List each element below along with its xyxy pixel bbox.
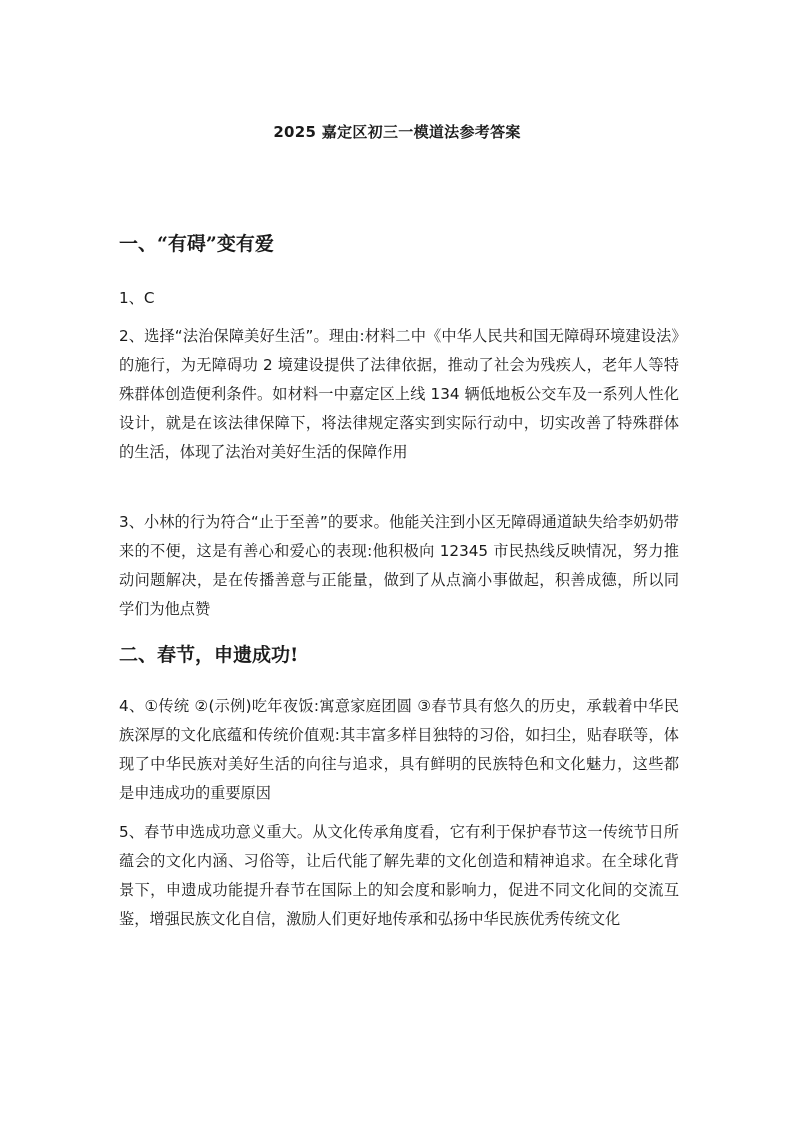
answer-2: 2、选择“法治保障美好生活”。理由:材料二中《中华人民共和国无障碍环境建设法》的施行，为无障碍功 2 境建设提供了法律依据，推动了社会为残疾人，老年人等特殊群体创造便利条件。如材料一中嘉定区上线 134 辆低地板公交车及一系列人性化设计，就是在该法律保障下，将法律规定落实到实际行动中，切实改善了特殊群体的生活，体现了法治对美好生活的保障作用 <box>119 327 679 461</box>
document-title: 2025 嘉定区初三一模道法参考答案 <box>273 123 521 141</box>
answer-1: 1、C <box>119 289 155 307</box>
section-heading-2: 二、春节，申遗成功! <box>119 644 299 666</box>
answer-3: 3、小林的行为符合“止于至善”的要求。他能关注到小区无障碍通道缺失给李奶奶带来的不便，这是有善心和爱心的表现:他积极向 12345 市民热线反映情况，努力推动问题解决，是在传播善意与正能量，做到了从点滴小事做起，积善成德，所以同学们为他点赞 <box>119 513 679 618</box>
answer-5: 5、春节申选成功意义重大。从文化传承角度看，它有利于保护春节这一传统节日所蕴会的文化内涵、习俗等，让后代能了解先辈的文化创造和精神追求。在全球化背景下，申遗成功能提升春节在国际上的知会度和影响力，促进不同文化间的交流互鉴，增强民族文化自信，激励人们更好地传承和弘扬中华民族优秀传统文化 <box>119 823 679 928</box>
answer-4: 4、①传统 ②(示例)吃年夜饭:寓意家庭团圆 ③春节具有悠久的历史，承载着中华民族深厚的文化底蕴和传统价值观:其丰富多样目独特的习俗，如扫尘，贴春联等，体现了中华民族对美好生活的向往与追求，具有鲜明的民族特色和文化魅力，这些都是申违成功的重要原因 <box>119 697 679 802</box>
section-heading-1: 一、“有碍”变有爱 <box>119 233 274 255</box>
